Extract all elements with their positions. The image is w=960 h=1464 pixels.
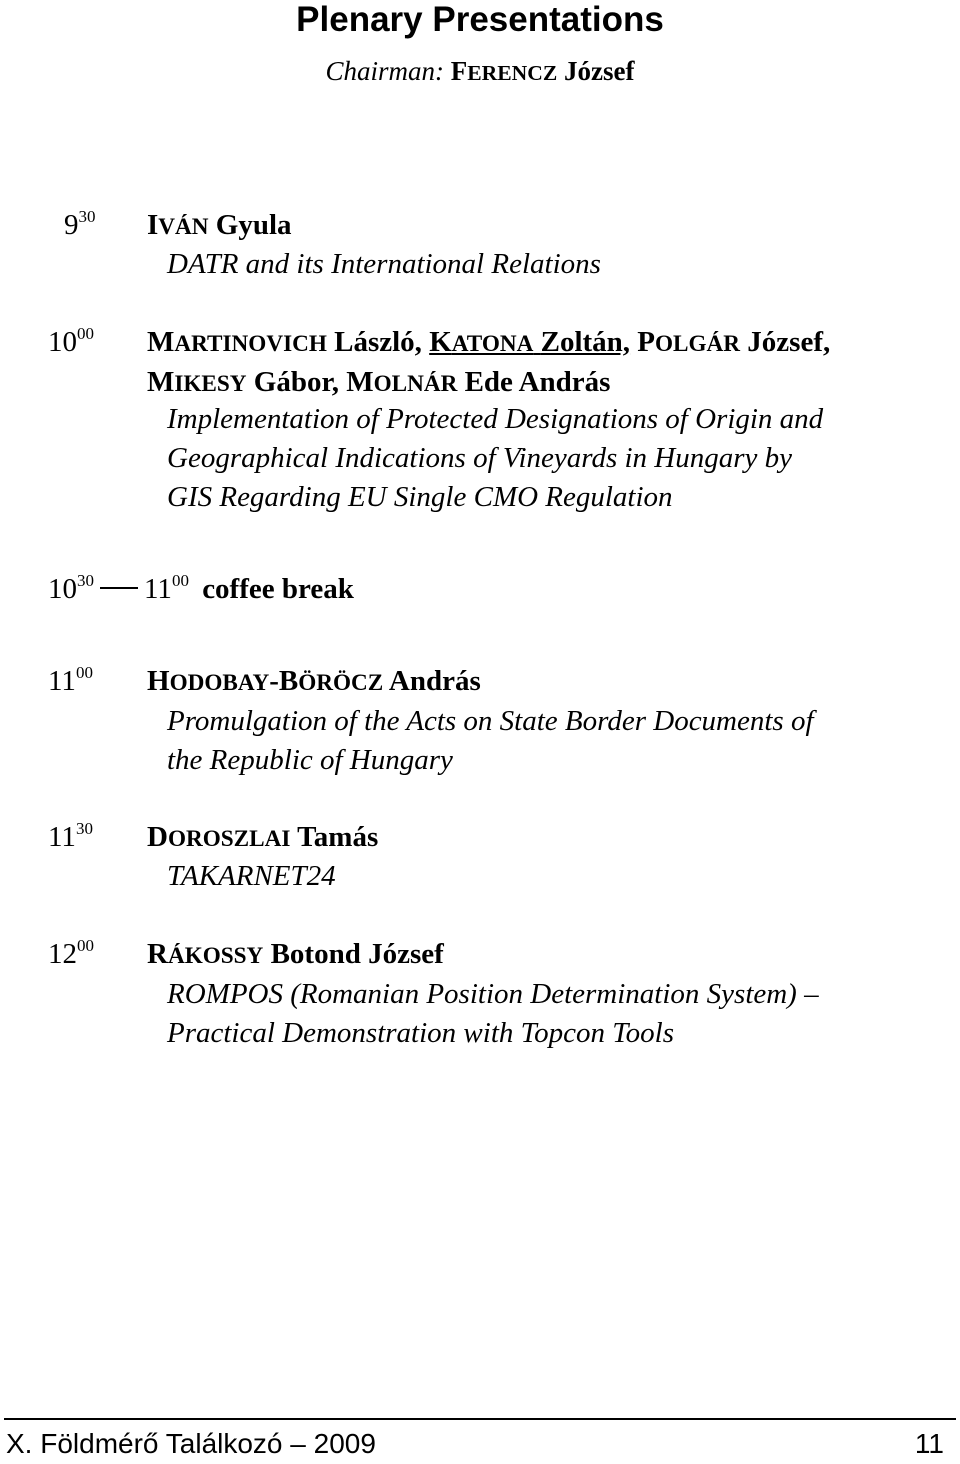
speaker-name: RÁKOSSY Botond József (147, 938, 444, 970)
chairman-label: Chairman: (325, 56, 445, 86)
dash-separator (100, 587, 138, 589)
speaker-name: HODOBAY-BÖRÖCZ András (147, 665, 481, 697)
talk-title: Implementation of Protected Designations of Origin and Geographical Indications of Vineyards in Hungary by GIS Regarding EU Single CMO Regulation (167, 403, 824, 513)
speaker-name: MIKESY Gábor, MOLNÁR Ede András (147, 366, 611, 398)
session-time: $11^{30}$ (48, 819, 93, 853)
page-title: Plenary Presentations (296, 0, 664, 39)
speaker-name: MARTINOVICH László, KATONA Zoltán, POLGÁR József, (147, 326, 831, 358)
speaker-name-underlined: KATONA Zoltán, (429, 326, 631, 358)
session-time: $10^{00}$ (48, 324, 94, 358)
chairman-line (0, 54, 960, 90)
speaker-name: IVÁN Gyula (147, 209, 292, 241)
speaker-name: DOROSZLAI Tamás (147, 821, 379, 853)
coffee-break-label: coffee break (202, 573, 354, 605)
coffee-break: $10^{30}$ $11^{00}$ coffee break (48, 571, 354, 605)
footer-divider (4, 1418, 956, 1420)
session-time: $9^{30}$ (64, 207, 96, 241)
session-time: $11^{00}$ (48, 663, 93, 697)
footer-event: X. Földmérő Találkozó – 2009 (6, 1428, 376, 1459)
talk-title: DATR and its International Relations (167, 248, 601, 280)
chairman-name: FERENCZ József (450, 56, 635, 86)
talk-title: Promulgation of the Acts on State Border Documents of the Republic of Hungary (167, 705, 814, 776)
talk-title: TAKARNET24 (167, 860, 336, 892)
talk-title: ROMPOS (Romanian Position Determination System) – Practical Demonstration with Topcon Tools (167, 978, 819, 1049)
page-number: 11 (914, 1428, 944, 1459)
session-time: $12^{00}$ (48, 936, 94, 970)
